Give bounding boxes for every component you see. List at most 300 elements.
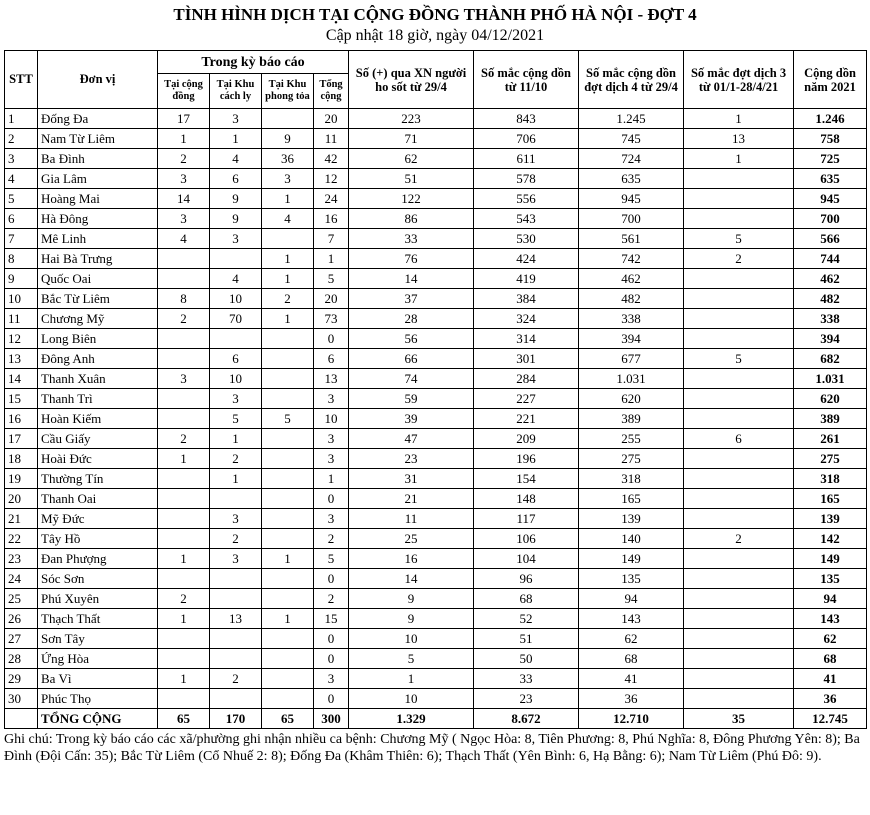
row-cell [684,649,794,669]
row-stt: 9 [5,269,38,289]
row-cell: 21 [349,489,474,509]
row-cell: 62 [579,629,684,649]
row-cell: 148 [474,489,579,509]
row-cumulative-2021: 1.031 [794,369,867,389]
row-cell: 389 [579,409,684,429]
table-row [5,669,867,689]
row-cell: 3 [210,389,262,409]
row-cell: 0 [314,689,349,709]
row-cell: 5 [349,649,474,669]
total-row [5,709,867,729]
row-cell: 314 [474,329,579,349]
row-stt: 27 [5,629,38,649]
row-cell: 33 [474,669,579,689]
row-cumulative-2021: 744 [794,249,867,269]
row-cell: 1 [158,549,210,569]
row-cell: 384 [474,289,579,309]
row-cell: 15 [314,609,349,629]
row-cell: 0 [314,489,349,509]
row-cell: 611 [474,149,579,169]
total-cell: 8.672 [474,709,579,729]
row-cell: 86 [349,209,474,229]
row-cell: 3 [314,669,349,689]
row-cell: 4 [262,209,314,229]
row-unit-name: Long Biên [38,329,158,349]
row-cell [684,489,794,509]
row-cell: 6 [314,349,349,369]
row-cell: 96 [474,569,579,589]
row-stt: 29 [5,669,38,689]
page-subtitle: Cập nhật 18 giờ, ngày 04/12/2021 [325,27,545,44]
row-cell: 1 [684,149,794,169]
header-stt: STT [5,51,38,109]
header-group-report-period: Trong kỳ báo cáo [158,51,349,74]
table-row [5,509,867,529]
row-cell [210,629,262,649]
row-cell [210,489,262,509]
table-row [5,389,867,409]
row-cumulative-2021: 482 [794,289,867,309]
row-cell [262,589,314,609]
row-cell [262,489,314,509]
row-cell: 16 [349,549,474,569]
row-cell: 74 [349,369,474,389]
row-cell: 122 [349,189,474,209]
row-cell: 4 [210,149,262,169]
row-cell: 6 [684,429,794,449]
row-cell: 338 [579,309,684,329]
header-tai-khu-phong-toa: Tại Khu phong tỏa [262,74,314,109]
row-cell: 11 [314,129,349,149]
row-cell: 843 [474,109,579,129]
row-cumulative-2021: 135 [794,569,867,589]
row-cell: 9 [262,129,314,149]
row-cell: 5 [314,269,349,289]
row-cell [684,269,794,289]
row-cell: 324 [474,309,579,329]
row-cell: 3 [314,509,349,529]
row-cell [684,169,794,189]
row-cell: 3 [158,369,210,389]
total-cell: 300 [314,709,349,729]
row-cell: 221 [474,409,579,429]
row-cell [684,609,794,629]
row-cell: 24 [314,189,349,209]
row-unit-name: Sơn Tây [38,629,158,649]
row-cell: 12 [314,169,349,189]
row-cell [262,649,314,669]
header-so-mac-dot4: Số mắc cộng dồn đợt dịch 4 từ 29/4 [579,51,684,109]
row-cell [684,369,794,389]
row-cell [684,389,794,409]
row-cell [684,189,794,209]
row-cell: 9 [210,189,262,209]
row-cell: 556 [474,189,579,209]
row-cell [262,109,314,129]
row-cell: 945 [579,189,684,209]
row-cell: 23 [474,689,579,709]
row-cell: 68 [474,589,579,609]
row-cell: 620 [579,389,684,409]
row-cumulative-2021: 139 [794,509,867,529]
row-stt: 26 [5,609,38,629]
row-unit-name: Thạch Thất [38,609,158,629]
row-cell [158,529,210,549]
row-cell: 0 [314,329,349,349]
table-row [5,329,867,349]
row-cell: 209 [474,429,579,449]
row-stt: 20 [5,489,38,509]
row-unit-name: Đan Phượng [38,549,158,569]
table-row [5,689,867,709]
row-cell [262,669,314,689]
row-cell: 223 [349,109,474,129]
row-cell: 2 [314,529,349,549]
row-cell [684,689,794,709]
row-cell: 742 [579,249,684,269]
row-cell [262,349,314,369]
table-row [5,629,867,649]
row-unit-name: Mê Linh [38,229,158,249]
row-cell: 94 [579,589,684,609]
table-row [5,309,867,329]
total-cell: 12.745 [794,709,867,729]
footnote: Ghi chú: Trong kỳ báo cáo các xã/phường ghi nhận nhiều ca bệnh: Chương Mỹ ( Ngọc Hòa: 8, Tiên Phương: 8, Phú Nghĩa: 8, Đông Phương Yên: 8); Ba Đình (Đội Cấn: 35); Bắc Từ Liêm (Cổ Nhuế 2: 8); Đống Đa (Khâm Thiên: 6); Thạch Thất (Yên Bình: 6, Hạ Bằng: 6); Nam Từ Liêm (Phú Đô: 9). [4,732,860,764]
row-cell: 3 [158,169,210,189]
row-cell: 724 [579,149,684,169]
row-cell: 1 [210,429,262,449]
row-cell [210,249,262,269]
row-cell [210,649,262,669]
row-stt: 28 [5,649,38,669]
page-title: TÌNH HÌNH DỊCH TẠI CỘNG ĐỒNG THÀNH PHỐ HÀ NỘI - ĐỢT 4 [173,5,697,24]
row-cell: 28 [349,309,474,329]
row-cell: 154 [474,469,579,489]
row-cell [158,569,210,589]
row-cell: 1 [158,449,210,469]
row-unit-name: Ba Đình [38,149,158,169]
row-cell [158,649,210,669]
row-cell: 3 [314,389,349,409]
row-cell: 1 [349,669,474,689]
header-so-xn: Số (+) qua XN người ho sốt từ 29/4 [349,51,474,109]
row-cell: 10 [210,289,262,309]
row-cell: 14 [349,269,474,289]
row-cell: 25 [349,529,474,549]
row-stt: 10 [5,289,38,309]
table-row [5,589,867,609]
row-cell: 42 [314,149,349,169]
row-cell [158,489,210,509]
row-cell: 51 [349,169,474,189]
row-cell: 1 [158,609,210,629]
row-cumulative-2021: 41 [794,669,867,689]
row-stt: 25 [5,589,38,609]
row-cell: 76 [349,249,474,269]
row-cell: 1.245 [579,109,684,129]
row-cell: 41 [579,669,684,689]
row-cumulative-2021: 635 [794,169,867,189]
row-cell: 424 [474,249,579,269]
row-cell [158,629,210,649]
row-cell: 13 [210,609,262,629]
row-cell: 68 [579,649,684,669]
table-row [5,129,867,149]
row-stt: 13 [5,349,38,369]
row-cell [210,329,262,349]
table-row [5,469,867,489]
row-cell: 2 [684,249,794,269]
row-cell [262,509,314,529]
row-unit-name: Thường Tín [38,469,158,489]
row-stt: 15 [5,389,38,409]
row-unit-name: Phúc Thọ [38,689,158,709]
row-cell: 56 [349,329,474,349]
row-cell: 70 [210,309,262,329]
table-row [5,229,867,249]
row-cell: 1 [158,129,210,149]
row-unit-name: Nam Từ Liêm [38,129,158,149]
row-cell: 23 [349,449,474,469]
row-cumulative-2021: 261 [794,429,867,449]
row-cell: 9 [210,209,262,229]
row-cell: 1 [158,669,210,689]
table-row [5,209,867,229]
row-cell: 284 [474,369,579,389]
row-cell: 2 [210,669,262,689]
row-cell [684,329,794,349]
row-cell [684,309,794,329]
row-cell: 482 [579,289,684,309]
row-stt: 21 [5,509,38,529]
row-cell: 745 [579,129,684,149]
row-cumulative-2021: 1.246 [794,109,867,129]
row-cell: 4 [158,229,210,249]
row-cell: 196 [474,449,579,469]
row-cell [684,289,794,309]
row-cell: 2 [158,149,210,169]
row-cell: 2 [262,289,314,309]
row-cell [158,389,210,409]
row-cumulative-2021: 149 [794,549,867,569]
total-cell [5,709,38,729]
row-unit-name: Hà Đông [38,209,158,229]
row-cell: 62 [349,149,474,169]
row-cumulative-2021: 165 [794,489,867,509]
row-cell: 17 [158,109,210,129]
row-cumulative-2021: 142 [794,529,867,549]
row-stt: 4 [5,169,38,189]
row-cell: 2 [158,429,210,449]
row-cell: 140 [579,529,684,549]
row-stt: 19 [5,469,38,489]
row-cell: 3 [262,169,314,189]
row-cumulative-2021: 36 [794,689,867,709]
header-so-mac-dot3: Số mắc đợt dịch 3 từ 01/1-28/4/21 [684,51,794,109]
row-cumulative-2021: 700 [794,209,867,229]
row-cell: 14 [349,569,474,589]
row-cell: 1 [314,249,349,269]
row-unit-name: Thanh Xuân [38,369,158,389]
row-stt: 12 [5,329,38,349]
row-cumulative-2021: 620 [794,389,867,409]
row-cell: 530 [474,229,579,249]
table-row [5,249,867,269]
row-cumulative-2021: 68 [794,649,867,669]
row-cell: 149 [579,549,684,569]
row-cell [262,689,314,709]
row-cell: 7 [314,229,349,249]
row-unit-name: Cầu Giấy [38,429,158,449]
total-cell: 65 [262,709,314,729]
header-so-mac-11-10: Số mắc cộng dồn từ 11/10 [474,51,579,109]
row-cumulative-2021: 275 [794,449,867,469]
row-unit-name: Đống Đa [38,109,158,129]
header-don-vi: Đơn vị [38,51,158,109]
row-cell [158,249,210,269]
row-cell: 3 [210,509,262,529]
row-cell: 1 [262,189,314,209]
row-cell: 301 [474,349,579,369]
row-unit-name: Đông Anh [38,349,158,369]
row-cell: 2 [314,589,349,609]
row-cumulative-2021: 143 [794,609,867,629]
row-cell: 106 [474,529,579,549]
row-cell [262,429,314,449]
row-cell: 1 [684,109,794,129]
row-cell [210,689,262,709]
total-cell: 65 [158,709,210,729]
row-cell: 31 [349,469,474,489]
row-cell: 20 [314,109,349,129]
row-unit-name: Mỹ Đức [38,509,158,529]
table-row [5,269,867,289]
total-cell: 170 [210,709,262,729]
row-unit-name: Bắc Từ Liêm [38,289,158,309]
row-stt: 18 [5,449,38,469]
row-cell: 37 [349,289,474,309]
row-cell: 2 [158,309,210,329]
row-cell: 3 [210,549,262,569]
table-body [5,109,867,709]
row-stt: 11 [5,309,38,329]
table-row [5,489,867,509]
row-cell: 143 [579,609,684,629]
table-row [5,189,867,209]
row-unit-name: Ba Vì [38,669,158,689]
row-cell: 36 [262,149,314,169]
row-cell: 1.031 [579,369,684,389]
row-cell: 59 [349,389,474,409]
row-cell [262,469,314,489]
row-cell: 1 [210,129,262,149]
row-unit-name: Gia Lâm [38,169,158,189]
row-cell: 10 [210,369,262,389]
row-cell [158,689,210,709]
table-row [5,169,867,189]
table-row [5,549,867,569]
row-cell: 104 [474,549,579,569]
row-cell: 71 [349,129,474,149]
row-cell: 39 [349,409,474,429]
header-tai-khu-cach-ly: Tại Khu cách ly [210,74,262,109]
row-cell: 5 [684,229,794,249]
row-cell: 5 [262,409,314,429]
row-cell: 8 [158,289,210,309]
row-cell: 1 [210,469,262,489]
row-cell [210,589,262,609]
row-cell: 0 [314,569,349,589]
row-cell: 117 [474,509,579,529]
row-stt: 30 [5,689,38,709]
row-cumulative-2021: 389 [794,409,867,429]
row-cell: 227 [474,389,579,409]
row-unit-name: Thanh Trì [38,389,158,409]
table-row [5,649,867,669]
row-cell: 135 [579,569,684,589]
row-cell [262,449,314,469]
row-cumulative-2021: 682 [794,349,867,369]
row-cell [158,349,210,369]
row-cell: 4 [210,269,262,289]
row-cell: 20 [314,289,349,309]
row-stt: 2 [5,129,38,149]
row-cell [262,329,314,349]
row-cell: 578 [474,169,579,189]
row-cell: 50 [474,649,579,669]
header-tong-cong: Tổng cộng [314,74,349,109]
row-cell: 0 [314,629,349,649]
total-cell: 1.329 [349,709,474,729]
row-cell: 3 [314,449,349,469]
row-unit-name: Hoàng Mai [38,189,158,209]
row-cell: 561 [579,229,684,249]
table-row [5,429,867,449]
row-cell: 33 [349,229,474,249]
table-row [5,349,867,369]
row-cell: 700 [579,209,684,229]
row-cell [158,509,210,529]
row-cell: 3 [210,229,262,249]
row-cumulative-2021: 94 [794,589,867,609]
row-stt: 17 [5,429,38,449]
row-stt: 14 [5,369,38,389]
row-cell: 543 [474,209,579,229]
row-cell: 1 [314,469,349,489]
row-cell: 2 [210,529,262,549]
table-row [5,609,867,629]
row-cell: 394 [579,329,684,349]
row-cell [158,409,210,429]
row-cell [262,369,314,389]
row-cell: 419 [474,269,579,289]
row-cell [684,469,794,489]
row-cell: 139 [579,509,684,529]
table-row [5,109,867,129]
row-cell: 706 [474,129,579,149]
row-stt: 1 [5,109,38,129]
row-cell [158,269,210,289]
row-stt: 22 [5,529,38,549]
row-unit-name: Hoàn Kiếm [38,409,158,429]
table-row [5,369,867,389]
total-label: TỔNG CỘNG [38,709,158,729]
row-stt: 16 [5,409,38,429]
row-cell [684,409,794,429]
row-stt: 7 [5,229,38,249]
row-cell: 9 [349,589,474,609]
row-cell: 11 [349,509,474,529]
